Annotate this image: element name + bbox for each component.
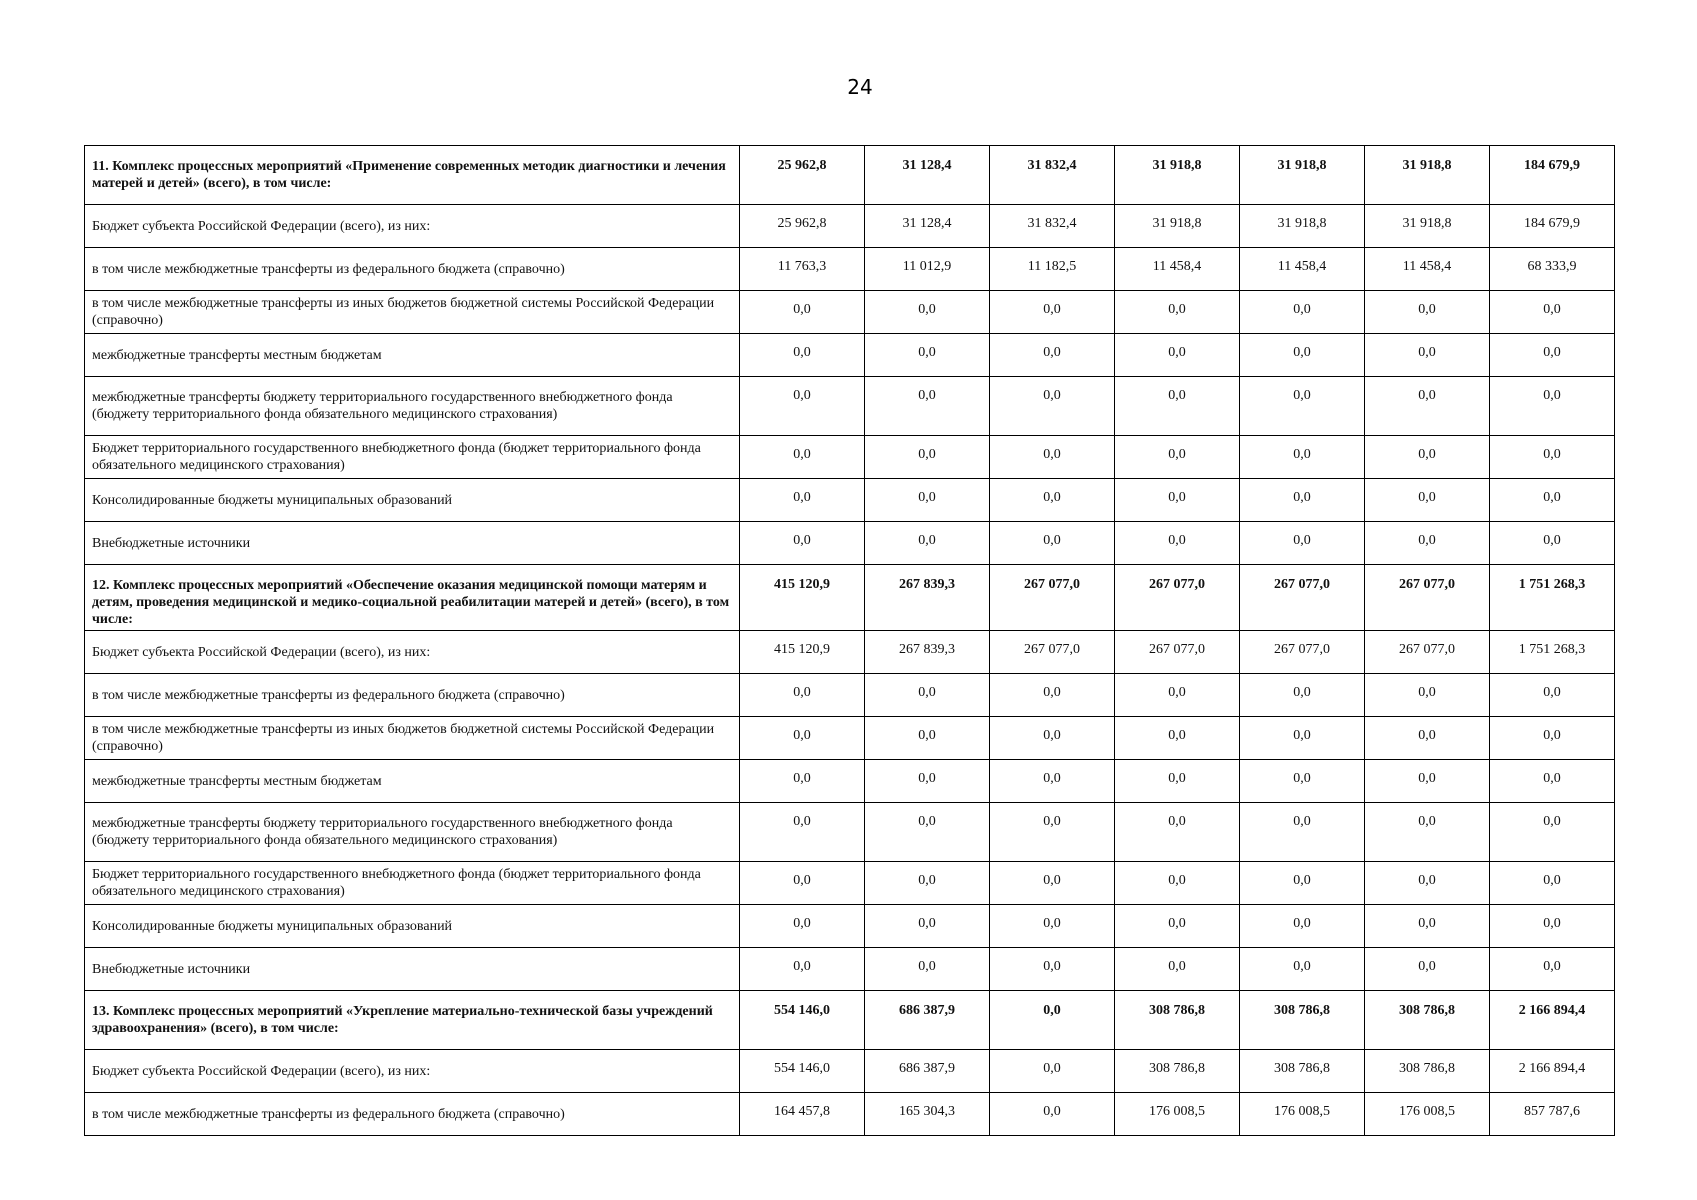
row-value: 31 918,8 [1240,146,1365,205]
row-value: 0,0 [1490,905,1615,948]
row-value: 0,0 [740,717,865,760]
row-value: 0,0 [990,948,1115,991]
table-row [85,436,1615,479]
row-label: Консолидированные бюджеты муниципальных образований [85,905,740,948]
row-label: в том числе межбюджетные трансферты из федерального бюджета (справочно) [85,1093,740,1136]
row-value: 0,0 [740,436,865,479]
row-value: 0,0 [990,522,1115,565]
row-value: 0,0 [865,522,990,565]
row-value: 0,0 [1490,334,1615,377]
row-value: 0,0 [1490,377,1615,436]
row-value: 0,0 [740,479,865,522]
row-value: 11 182,5 [990,248,1115,291]
row-value: 0,0 [1240,674,1365,717]
row-label: в том числе межбюджетные трансферты из иных бюджетов бюджетной системы Российской Федерации (справочно) [85,291,740,334]
row-value: 0,0 [990,862,1115,905]
row-value: 686 387,9 [865,991,990,1050]
row-value: 267 077,0 [1240,565,1365,631]
row-label: в том числе межбюджетные трансферты из иных бюджетов бюджетной системы Российской Федерации (справочно) [85,717,740,760]
row-value: 0,0 [740,377,865,436]
row-value: 0,0 [1365,948,1490,991]
row-value: 0,0 [1490,436,1615,479]
row-value: 31 128,4 [865,205,990,248]
table-row [85,1093,1615,1136]
row-value: 2 166 894,4 [1490,991,1615,1050]
row-value: 0,0 [1115,674,1240,717]
row-value: 0,0 [740,522,865,565]
row-label: в том числе межбюджетные трансферты из федерального бюджета (справочно) [85,674,740,717]
row-value: 267 077,0 [990,631,1115,674]
row-value: 0,0 [1365,334,1490,377]
row-value: 0,0 [1365,674,1490,717]
budget-table [84,145,1615,1136]
row-value: 0,0 [865,377,990,436]
row-value: 0,0 [865,479,990,522]
table-row [85,631,1615,674]
table-row [85,803,1615,862]
row-value: 0,0 [1115,717,1240,760]
row-label: межбюджетные трансферты бюджету территориального государственного внебюджетного фонда (бюджету территориального фонда обязательного медицинского страхования) [85,803,740,862]
row-value: 0,0 [990,905,1115,948]
row-label: Бюджет территориального государственного внебюджетного фонда (бюджет территориального фонда обязательного медицинского страхования) [85,436,740,479]
row-value: 11 458,4 [1240,248,1365,291]
row-value: 11 012,9 [865,248,990,291]
row-value: 0,0 [1115,436,1240,479]
row-value: 0,0 [740,803,865,862]
row-value: 0,0 [1240,905,1365,948]
table-row [85,862,1615,905]
row-label: Внебюджетные источники [85,948,740,991]
row-value: 11 458,4 [1115,248,1240,291]
row-value: 308 786,8 [1240,991,1365,1050]
row-value: 0,0 [1115,760,1240,803]
row-value: 0,0 [865,760,990,803]
row-value: 2 166 894,4 [1490,1050,1615,1093]
budget-table-body [85,146,1615,1136]
row-value: 0,0 [1115,803,1240,862]
row-value: 0,0 [1115,479,1240,522]
row-label: Бюджет территориального государственного внебюджетного фонда (бюджет территориального фонда обязательного медицинского страхования) [85,862,740,905]
row-value: 267 077,0 [1115,631,1240,674]
row-value: 176 008,5 [1240,1093,1365,1136]
row-value: 1 751 268,3 [1490,565,1615,631]
table-row [85,717,1615,760]
row-value: 25 962,8 [740,146,865,205]
row-value: 0,0 [1365,522,1490,565]
table-row [85,1050,1615,1093]
row-value: 184 679,9 [1490,146,1615,205]
row-label: Консолидированные бюджеты муниципальных образований [85,479,740,522]
row-value: 0,0 [990,717,1115,760]
row-value: 25 962,8 [740,205,865,248]
row-value: 0,0 [1240,479,1365,522]
row-value: 0,0 [865,948,990,991]
table-row [85,479,1615,522]
row-label: в том числе межбюджетные трансферты из федерального бюджета (справочно) [85,248,740,291]
row-value: 1 751 268,3 [1490,631,1615,674]
row-value: 267 077,0 [990,565,1115,631]
row-value: 0,0 [990,377,1115,436]
row-value: 554 146,0 [740,1050,865,1093]
row-value: 0,0 [990,1093,1115,1136]
row-value: 0,0 [990,436,1115,479]
row-value: 31 128,4 [865,146,990,205]
table-row [85,522,1615,565]
row-value: 0,0 [1240,760,1365,803]
row-value: 0,0 [990,803,1115,862]
table-row [85,760,1615,803]
row-value: 176 008,5 [1365,1093,1490,1136]
row-value: 0,0 [1240,803,1365,862]
row-value: 267 839,3 [865,565,990,631]
row-value: 31 918,8 [1240,205,1365,248]
row-value: 0,0 [1490,674,1615,717]
row-value: 0,0 [1365,760,1490,803]
row-value: 0,0 [1240,334,1365,377]
row-value: 0,0 [1490,862,1615,905]
row-value: 0,0 [1490,803,1615,862]
row-value: 554 146,0 [740,991,865,1050]
row-value: 164 457,8 [740,1093,865,1136]
row-value: 11 458,4 [1365,248,1490,291]
table-row [85,377,1615,436]
row-value: 31 918,8 [1115,205,1240,248]
row-value: 267 077,0 [1365,565,1490,631]
row-value: 0,0 [1115,862,1240,905]
table-row [85,334,1615,377]
row-value: 308 786,8 [1115,991,1240,1050]
row-value: 0,0 [1365,717,1490,760]
row-value: 0,0 [990,334,1115,377]
row-value: 0,0 [740,948,865,991]
row-value: 0,0 [1490,948,1615,991]
row-value: 308 786,8 [1365,991,1490,1050]
row-value: 0,0 [1115,291,1240,334]
row-value: 267 077,0 [1115,565,1240,631]
row-value: 0,0 [990,291,1115,334]
table-section-row [85,146,1615,205]
row-value: 165 304,3 [865,1093,990,1136]
table-section-row [85,991,1615,1050]
row-value: 0,0 [1490,479,1615,522]
row-value: 0,0 [1115,905,1240,948]
row-value: 0,0 [740,905,865,948]
row-label: 11. Комплекс процессных мероприятий «Применение современных методик диагностики и лечения матерей и детей» (всего), в том числе: [85,146,740,205]
row-value: 0,0 [1115,948,1240,991]
row-value: 308 786,8 [1365,1050,1490,1093]
row-value: 11 763,3 [740,248,865,291]
row-value: 31 832,4 [990,146,1115,205]
row-label: Бюджет субъекта Российской Федерации (всего), из них: [85,631,740,674]
row-value: 68 333,9 [1490,248,1615,291]
row-value: 31 918,8 [1115,146,1240,205]
row-value: 0,0 [1365,291,1490,334]
row-value: 31 918,8 [1365,205,1490,248]
row-value: 184 679,9 [1490,205,1615,248]
row-value: 0,0 [865,674,990,717]
table-section-row [85,565,1615,631]
row-value: 0,0 [865,291,990,334]
row-label: 12. Комплекс процессных мероприятий «Обеспечение оказания медицинской помощи матерям и детям, проведения медицинской и медико-социальной реабилитации матерей и детей» (всего), в том числе: [85,565,740,631]
row-value: 31 832,4 [990,205,1115,248]
row-value: 0,0 [865,905,990,948]
row-value: 176 008,5 [1115,1093,1240,1136]
page-number: 24 [847,75,873,99]
row-value: 0,0 [1365,862,1490,905]
row-value: 0,0 [865,803,990,862]
row-value: 267 077,0 [1240,631,1365,674]
row-value: 0,0 [990,674,1115,717]
row-value: 0,0 [1365,803,1490,862]
row-value: 0,0 [740,291,865,334]
row-value: 857 787,6 [1490,1093,1615,1136]
row-value: 0,0 [740,760,865,803]
row-value: 0,0 [740,334,865,377]
row-value: 0,0 [1240,522,1365,565]
row-value: 686 387,9 [865,1050,990,1093]
row-label: Бюджет субъекта Российской Федерации (всего), из них: [85,1050,740,1093]
row-value: 0,0 [990,760,1115,803]
row-value: 0,0 [1240,717,1365,760]
row-value: 0,0 [865,717,990,760]
row-value: 0,0 [740,862,865,905]
row-value: 0,0 [990,991,1115,1050]
row-label: Бюджет субъекта Российской Федерации (всего), из них: [85,205,740,248]
row-value: 0,0 [1240,862,1365,905]
row-value: 0,0 [1240,377,1365,436]
row-value: 0,0 [1490,717,1615,760]
row-value: 0,0 [990,479,1115,522]
row-value: 415 120,9 [740,631,865,674]
row-label: Внебюджетные источники [85,522,740,565]
row-value: 31 918,8 [1365,146,1490,205]
table-row [85,248,1615,291]
row-value: 0,0 [865,436,990,479]
row-value: 0,0 [1365,436,1490,479]
row-value: 267 839,3 [865,631,990,674]
row-value: 0,0 [990,1050,1115,1093]
table-row [85,291,1615,334]
row-value: 0,0 [1240,436,1365,479]
row-value: 0,0 [1240,291,1365,334]
row-label: 13. Комплекс процессных мероприятий «Укрепление материально-технической базы учреждений здравоохранения» (всего), в том числе: [85,991,740,1050]
row-value: 0,0 [1490,760,1615,803]
row-value: 415 120,9 [740,565,865,631]
table-row [85,905,1615,948]
table-row [85,205,1615,248]
table-row [85,674,1615,717]
row-value: 0,0 [1365,479,1490,522]
row-value: 0,0 [1365,377,1490,436]
row-label: межбюджетные трансферты местным бюджетам [85,334,740,377]
row-value: 0,0 [865,334,990,377]
row-value: 0,0 [1490,522,1615,565]
row-value: 0,0 [1365,905,1490,948]
row-label: межбюджетные трансферты местным бюджетам [85,760,740,803]
row-value: 0,0 [865,862,990,905]
row-label: межбюджетные трансферты бюджету территориального государственного внебюджетного фонда (бюджету территориального фонда обязательного медицинского страхования) [85,377,740,436]
row-value: 0,0 [1490,291,1615,334]
row-value: 0,0 [1115,522,1240,565]
row-value: 0,0 [740,674,865,717]
row-value: 267 077,0 [1365,631,1490,674]
row-value: 308 786,8 [1115,1050,1240,1093]
table-row [85,948,1615,991]
row-value: 308 786,8 [1240,1050,1365,1093]
row-value: 0,0 [1240,948,1365,991]
row-value: 0,0 [1115,334,1240,377]
row-value: 0,0 [1115,377,1240,436]
